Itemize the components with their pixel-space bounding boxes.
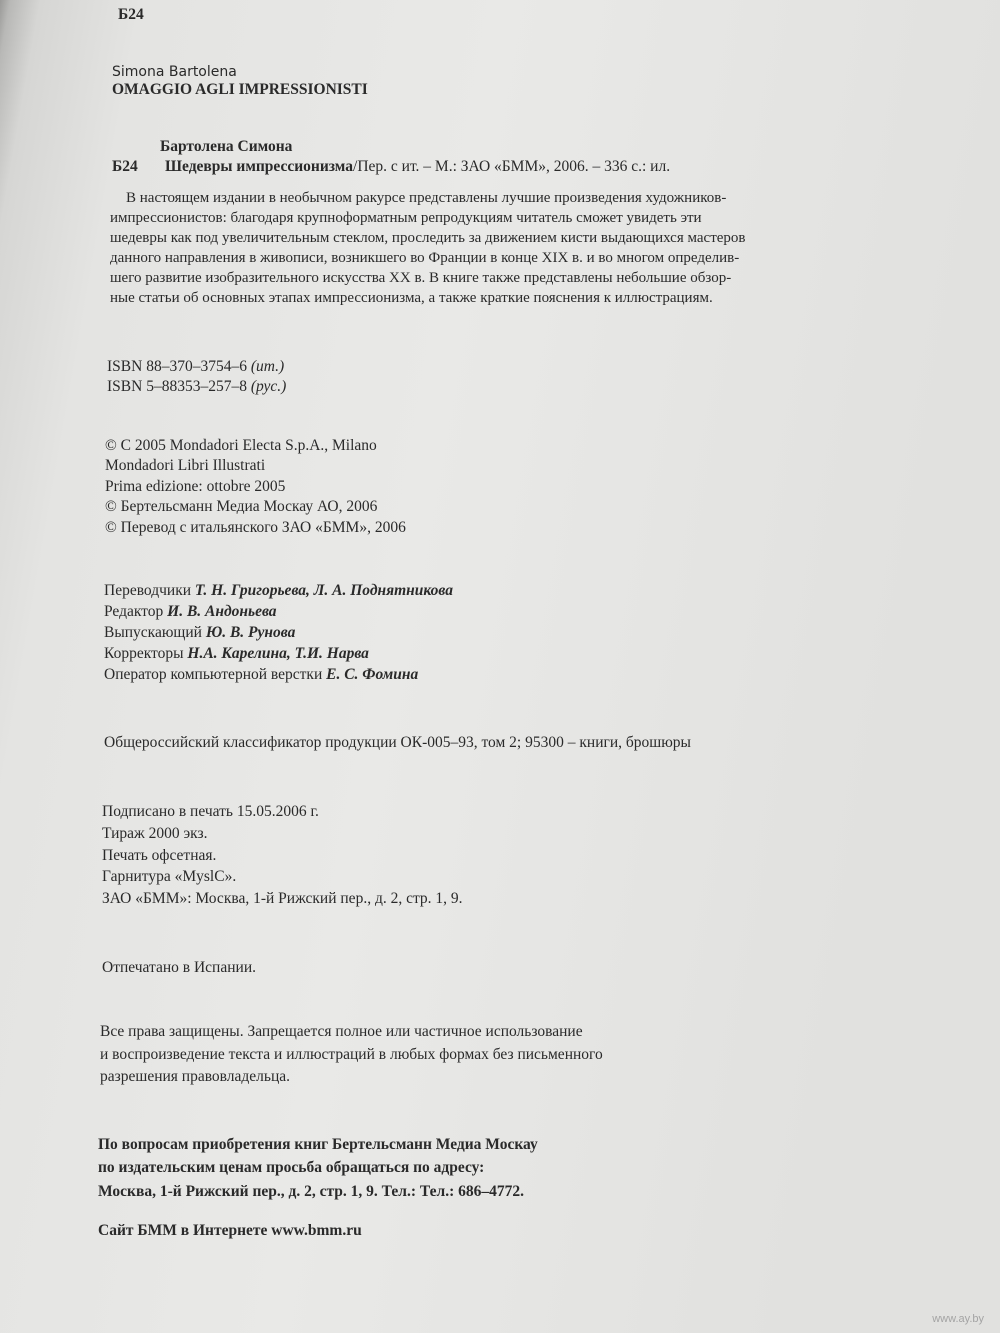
isbn-ru-lang: (рус.) [250,378,287,395]
credit-translators [104,581,453,601]
catalog-code: Б24 [112,158,138,175]
copyright-line: © Бертельсманн Медиа Москау АО, 2006 [105,498,378,515]
abstract-line: ные статьи об основных этапах импрессионизма, а также краткие пояснения к иллюстрациям. [110,290,713,306]
product-classifier: Общероссийский классификатор продукции ОК-005–93, том 2; 95300 – книги, брошюры [104,734,691,751]
print-info-line: Подписано в печать 15.05.2006 г. [102,803,319,820]
print-info-line: ЗАО «БММ»: Москва, 1-й Рижский пер., д. 2, стр. 1, 9. [102,890,463,907]
catalog-code-top: Б24 [118,6,144,23]
abstract-line: В настоящем издании в необычном ракурсе представлены лучшие произведения художников- [126,190,727,206]
website-line: Сайт БММ в Интернете www.bmm.ru [98,1222,362,1239]
copyright-line: © Перевод с итальянского ЗАО «БММ», 2006 [105,519,406,536]
credit-proofreaders [104,644,369,664]
isbn-ru-number: ISBN 5–88353–257–8 [107,378,247,395]
print-info-line: Гарнитура «MyslC». [102,868,237,885]
credit-names: Н.А. Карелина, Т.И. Нарва [187,645,369,662]
abstract-line: шего развитие изобразительного искусства XX в. В книге также представлены небольшие обзор- [110,270,732,286]
contact-line: Москва, 1-й Рижский пер., д. 2, стр. 1, 9. Тел.: Тел.: 686–4772. [98,1183,525,1200]
credit-role: Выпускающий [104,624,206,641]
original-author: Simona Bartolena [112,64,237,80]
isbn-it-lang: (ит.) [250,358,285,375]
abstract-line: импрессионистов: благодаря крупноформатным репродукциям читатель сможет увидеть эти [110,210,702,226]
print-info-line: Тираж 2000 экз. [102,825,208,842]
credit-names: Ю. В. Рунова [205,624,296,641]
isbn-it-number: ISBN 88–370–3754–6 [107,358,247,375]
catalog-title: Шедевры импрессионизма [165,158,354,175]
contact-line: по издательским ценам просьба обращаться по адресу: [98,1159,485,1176]
copyright-line: Prima edizione: ottobre 2005 [105,478,286,495]
catalog-title-line [165,157,670,177]
isbn-ru [107,377,286,397]
watermark: www.ay.by [932,1313,984,1325]
credit-role: Переводчики [104,582,195,599]
print-info-line: Печать офсетная. [102,847,217,864]
credit-role: Корректоры [104,645,188,662]
copyright-line: © C 2005 Mondadori Electa S.p.A., Milano [105,437,377,454]
isbn-it [107,357,284,377]
catalog-imprint: /Пер. с ит. – М.: ЗАО «БММ», 2006. – 336 с.: ил. [353,158,671,175]
original-title: OMAGGIO AGLI IMPRESSIONISTI [112,81,368,98]
abstract-line: данного направления в живописи, возникшего во Франции в конце XIX в. и во многом определив- [110,250,740,266]
credit-editor [104,602,277,622]
contact-line: По вопросам приобретения книг Бертельсманн Медиа Москау [98,1136,538,1153]
credit-role: Редактор [104,603,168,620]
rights-line: Все права защищены. Запрещается полное или частичное использование [100,1023,583,1040]
credit-layout-operator [104,665,418,685]
credit-role: Оператор компьютерной верстки [104,666,327,683]
copyright-line: Mondadori Libri Illustrati [105,457,266,474]
printed-in: Отпечатано в Испании. [102,959,256,976]
credit-names: Е. С. Фомина [326,666,419,683]
catalog-author: Бартолена Симона [160,138,293,155]
rights-line: разрешения правовладельца. [100,1068,291,1085]
credit-names: Т. Н. Григорьева, Л. А. Поднятникова [194,582,453,599]
credit-names: И. В. Андоньева [167,603,277,620]
credit-producer [104,623,295,643]
abstract-line: шедевры как под увеличительным стеклом, проследить за движением кисти выдающихся мастеров [110,230,746,246]
rights-line: и воспроизведение текста и иллюстраций в любых формах без письменного [100,1046,603,1063]
